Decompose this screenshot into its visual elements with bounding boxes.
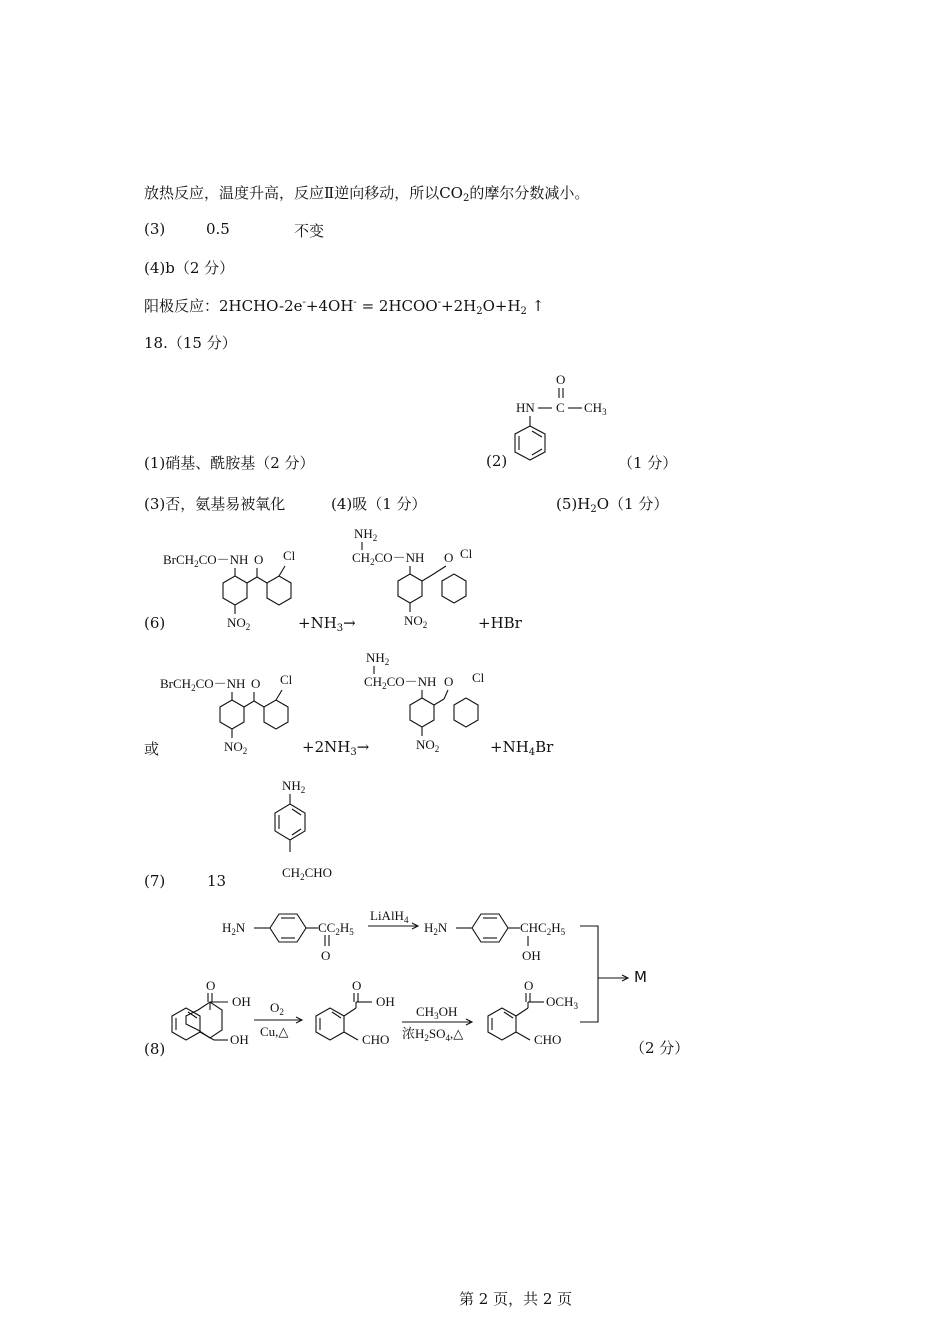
answer-3-value2: 不变 <box>294 222 325 240</box>
answer-5: $(5)H_2O(1$ 分） <box>556 495 669 515</box>
structure-reactant-6b <box>160 672 300 762</box>
atom-o: O <box>444 674 454 689</box>
atom-o: O <box>251 676 261 691</box>
answer-3-label: (3) <box>144 220 166 238</box>
group-ch2co-nh: $CH_2CO-NH$ <box>352 550 425 567</box>
atom-hn: HN <box>516 400 535 415</box>
group-chc2h5: $CHC_2H_5$ <box>520 920 566 937</box>
answer-4: (4)b（2 分） <box>144 259 235 277</box>
group-no2: $NO_2$ <box>224 739 248 756</box>
group-oh: OH <box>376 994 395 1009</box>
group-oh: OH <box>522 948 541 963</box>
text-line-conclusion: 放热反应，温度升高，反应Ⅱ逆向移动，所以$CO_2$的摩尔分数减小。 <box>144 184 590 204</box>
reaction-6b-product-nh4br: $+NH_4Br$ <box>490 738 554 758</box>
group-h2n: $H_2N$ <box>424 920 448 937</box>
atom-o: O <box>524 978 534 993</box>
group-oh: OH <box>230 1032 249 1047</box>
question-18-heading: 18.（15 分） <box>144 334 237 352</box>
group-brch2co-nh: BrCH$_2$CO－NH <box>163 552 249 569</box>
reaction-6b-plus-2nh3: $+2NH_3\to$ <box>302 738 370 758</box>
reagent-h2so4: 浓$H_2SO_4,\triangle$ <box>402 1026 464 1043</box>
group-cho: CHO <box>362 1032 390 1047</box>
group-h2n: $H_2N$ <box>222 920 246 937</box>
group-nh2: $NH_2$ <box>366 650 390 667</box>
answer-7-label: (7) <box>144 872 166 890</box>
structure-aminophenylacetaldehyde <box>270 776 380 886</box>
atom-o: O <box>254 552 264 567</box>
group-cho: CHO <box>534 1032 562 1047</box>
group-oh: OH <box>232 994 251 1009</box>
reagent-cu-heat: Cu,△ <box>260 1024 289 1039</box>
group-nh2: $NH_2$ <box>282 778 306 795</box>
answer-1: (1)硝基、酰胺基（2 分） <box>144 454 315 472</box>
reagent-ch3oh: $CH_3OH$ <box>416 1004 458 1021</box>
structure-product-6 <box>352 526 492 636</box>
reagent-lialh4: LiAlH$_4$ <box>370 908 409 925</box>
structure-product-6b <box>364 650 504 760</box>
group-no2: $NO_2$ <box>227 615 251 632</box>
group-brch2co-nh: BrCH$_2$CO－NH <box>160 676 246 693</box>
answer-2-label: (2) <box>486 452 508 470</box>
group-ch2cho: $CH_2CHO$ <box>282 865 333 882</box>
atom-o: O <box>206 978 216 993</box>
atom-o: O <box>556 372 566 387</box>
group-nh2: $NH_2$ <box>354 526 378 543</box>
answer-8-score: （2 分） <box>630 1039 690 1057</box>
group-no2: $NO_2$ <box>404 613 428 630</box>
atom-cl: Cl <box>280 672 293 687</box>
group-och3: $OCH_3$ <box>546 994 578 1011</box>
answer-6-label: (6) <box>144 614 166 632</box>
atom-cl: Cl <box>472 670 485 685</box>
answer-8-label: (8) <box>144 1040 166 1058</box>
answer-2-score: （1 分） <box>618 454 678 472</box>
structure-acetanilide <box>510 368 630 468</box>
answer-4b: (4)吸（1 分） <box>331 495 427 513</box>
answer-7-value: 13 <box>207 872 227 890</box>
atom-c: C <box>556 400 565 415</box>
group-ch2co-nh: $CH_2CO-NH$ <box>364 674 437 691</box>
reagent-o2: $O_2$ <box>270 1000 284 1017</box>
page-footer: 第 2 页，共 2 页 <box>459 1290 573 1308</box>
anode-reaction: 阳极反应：2HCHO-2e-+4OH- = $2HCOO^-+2H_2O+H_2$ ↑ <box>144 297 545 317</box>
answer-3-value1: 0.5 <box>206 220 230 238</box>
reaction-6-product-hbr: +HBr <box>478 614 522 632</box>
atom-cl: Cl <box>283 548 296 563</box>
atom-o: O <box>321 948 331 963</box>
atom-cl: Cl <box>460 546 473 561</box>
group-cc2h5: $CC_2H_5$ <box>318 920 354 937</box>
answer-3b: (3)否，氨基易被氧化 <box>144 495 286 513</box>
target-m: M <box>634 968 647 986</box>
group-no2: $NO_2$ <box>416 737 440 754</box>
atom-o: O <box>444 550 454 565</box>
reaction-6-plus-nh3: $+NH_3\to$ <box>298 614 356 634</box>
answer-6b-label: 或 <box>144 740 160 758</box>
synthesis-route-bottom <box>166 978 606 1058</box>
synthesis-route-top <box>222 904 622 964</box>
group-ch3: $CH_3$ <box>584 400 607 417</box>
atom-o: O <box>352 978 362 993</box>
structure-reactant-6 <box>163 548 303 638</box>
